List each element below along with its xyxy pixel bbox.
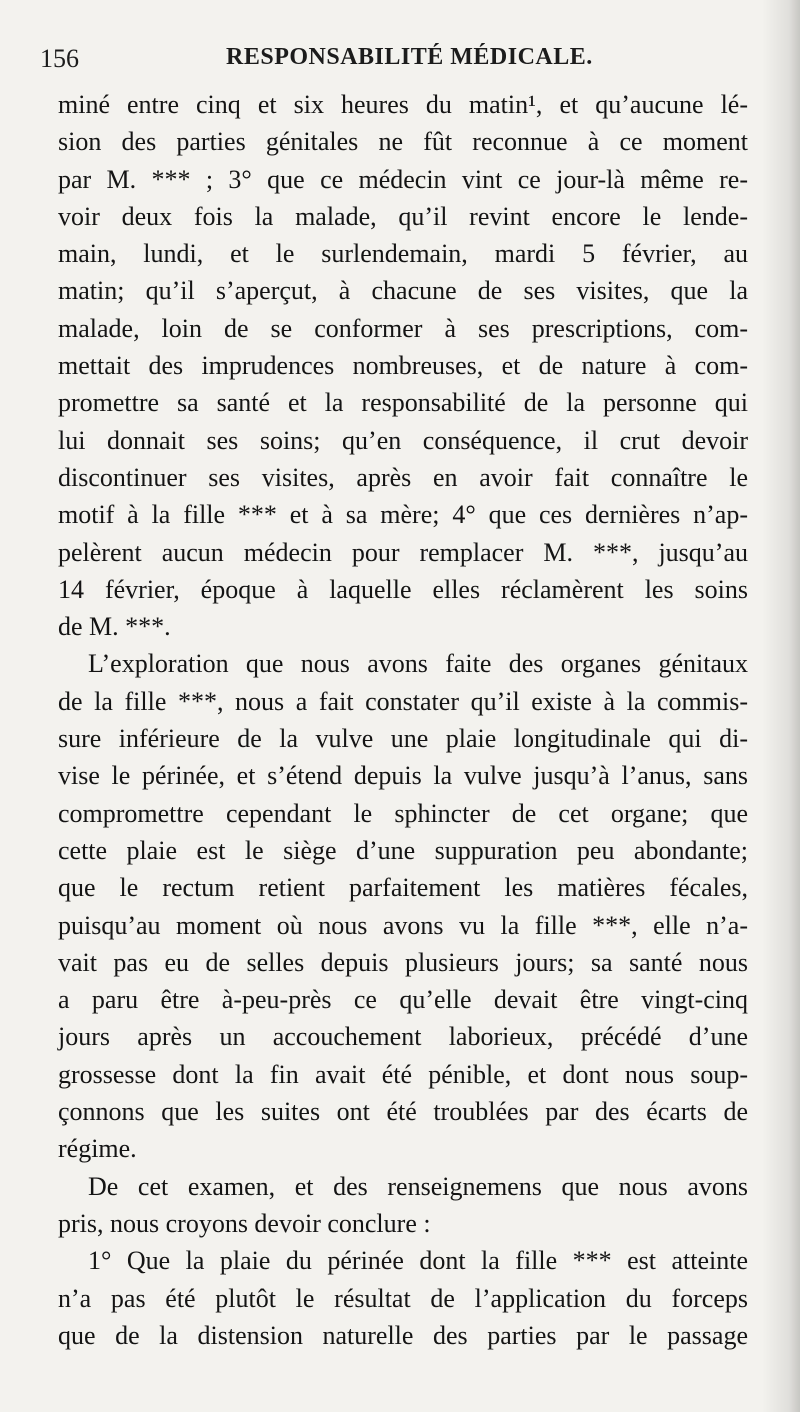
text-line: lui donnait ses soins; qu’en conséquence, il crut devoir: [58, 425, 748, 455]
text-line: jours après un accouchement laborieux, précédé d’une: [58, 1022, 748, 1052]
text-line: grossesse dont la fin avait été pénible, et dont nous soup-: [58, 1059, 748, 1089]
text-line: cette plaie est le siège d’une suppuration peu abondante;: [58, 835, 748, 865]
text-line: discontinuer ses visites, après en avoir fait connaître le: [58, 462, 748, 492]
paragraph-1: [58, 86, 748, 645]
body-text: [58, 86, 748, 1354]
text-line: 1° Que la plaie du périnée dont la fille *** est atteinte: [88, 1246, 748, 1276]
text-line: que de la distension naturelle des parties par le passage: [58, 1320, 748, 1350]
text-line: promettre sa santé et la responsabilité de la personne qui: [58, 388, 748, 418]
text-line: pelèrent aucun médecin pour remplacer M. ***, jusqu’au: [58, 537, 748, 567]
paragraph-4: [58, 1242, 748, 1354]
page-edge-shadow: [762, 0, 800, 1412]
text-line: sure inférieure de la vulve une plaie longitudinale qui di-: [58, 724, 748, 754]
text-line: miné entre cinq et six heures du matin¹, et qu’aucune lé-: [58, 90, 748, 119]
paragraph-2: [58, 645, 748, 1167]
text-line: a paru être à-peu-près ce qu’elle devait être vingt-cinq: [58, 985, 748, 1015]
text-line: que le rectum retient parfaitement les matières fécales,: [58, 873, 748, 903]
text-line: vise le périnée, et s’étend depuis la vulve jusqu’à l’anus, sans: [58, 761, 748, 791]
running-head: [36, 40, 752, 76]
text-line: de la fille ***, nous a fait constater qu’il existe à la commis-: [58, 686, 748, 716]
text-line: vait pas eu de selles depuis plusieurs jours; sa santé nous: [58, 947, 748, 977]
text-line: pris, nous croyons devoir conclure :: [58, 1208, 431, 1238]
text-line: compromettre cependant le sphincter de cet organe; que: [58, 798, 748, 828]
text-line: motif à la fille *** et à sa mère; 4° que ces dernières n’ap-: [58, 500, 748, 530]
text-line: de M. ***.: [58, 612, 171, 642]
text-line: mettait des imprudences nombreuses, et de nature à com-: [58, 351, 748, 381]
text-line: n’a pas été plutôt le résultat de l’application du forceps: [58, 1283, 748, 1313]
text-line: voir deux fois la malade, qu’il revint encore le lende-: [58, 201, 748, 231]
running-title: RESPONSABILITÉ MÉDICALE.: [226, 44, 593, 70]
paragraph-3: [58, 1168, 748, 1243]
text-line: sion des parties génitales ne fût reconnue à ce moment: [58, 127, 748, 157]
text-line: De cet examen, et des renseignemens que nous avons: [88, 1171, 748, 1201]
text-line: régime.: [58, 1134, 137, 1164]
text-line: L’exploration que nous avons faite des organes génitaux: [88, 649, 748, 679]
text-line: main, lundi, et le surlendemain, mardi 5 février, au: [58, 239, 748, 269]
text-line: malade, loin de se conformer à ses prescriptions, com-: [58, 313, 748, 343]
text-line: matin; qu’il s’aperçut, à chacune de ses visites, que la: [58, 276, 748, 306]
text-line: par M. *** ; 3° que ce médecin vint ce jour-là même re-: [58, 164, 748, 194]
text-line: 14 février, époque à laquelle elles réclamèrent les soins: [58, 574, 748, 604]
text-line: puisqu’au moment où nous avons vu la fille ***, elle n’a-: [58, 910, 748, 940]
text-line: çonnons que les suites ont été troublées par des écarts de: [58, 1097, 748, 1127]
page-number: 156: [40, 44, 79, 73]
